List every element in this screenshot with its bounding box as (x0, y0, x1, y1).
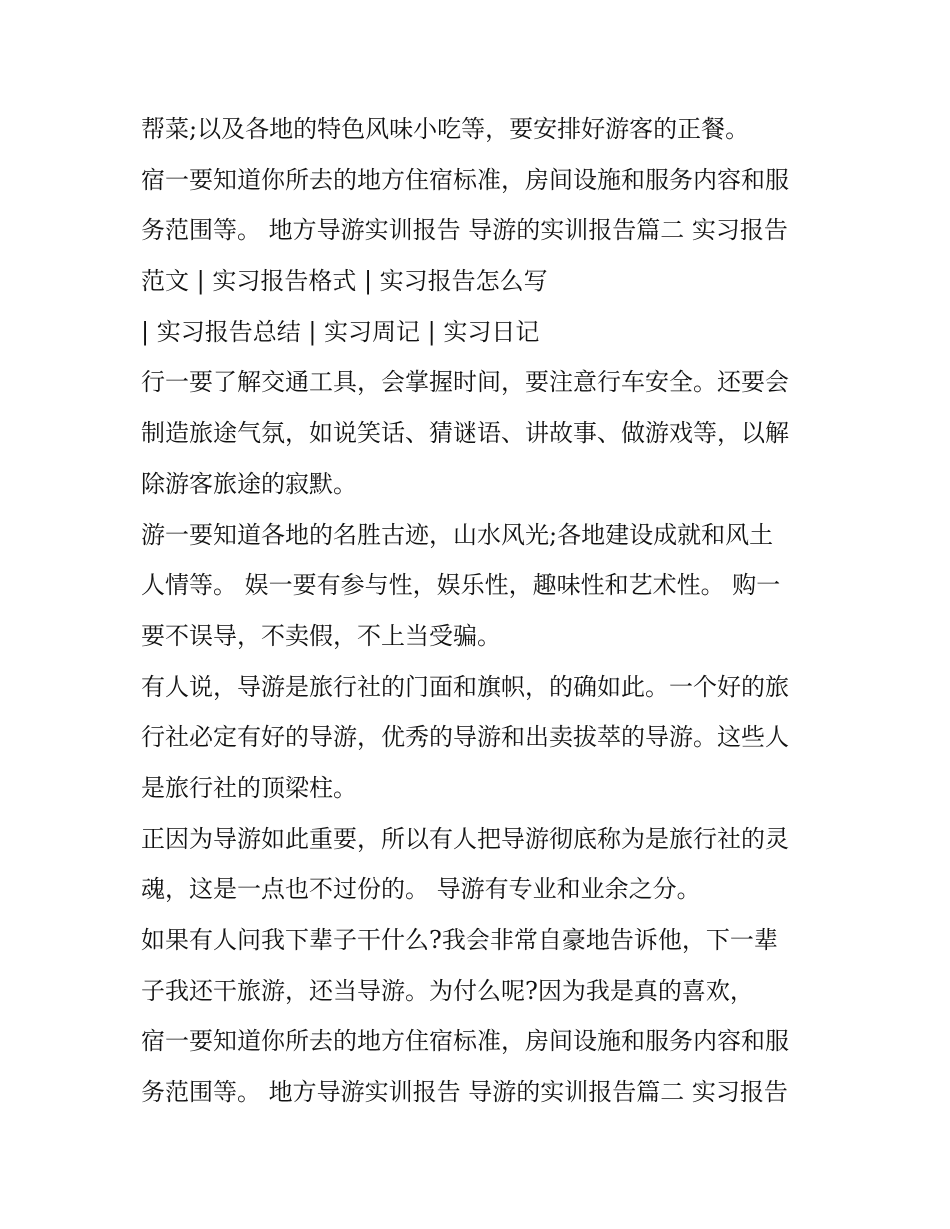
text-line: 正因为导游如此重要，所以有人把导游彻底称为是旅行社的灵 (141, 824, 789, 853)
text-line: 除游客旅途的寂默。 (141, 469, 357, 498)
text-line: 是旅行社的顶梁柱。 (141, 773, 357, 802)
text-line: 人情等。 娱一要有参与性，娱乐性，趣味性和艺术性。 购一 (141, 571, 781, 600)
text-line: 游一要知道各地的名胜古迹，山水风光;各地建设成就和风土 (141, 520, 774, 549)
text-line: 有人说，导游是旅行社的门面和旗帜，的确如此。一个好的旅 (141, 672, 789, 701)
text-line: 行社必定有好的导游，优秀的导游和出卖拔萃的导游。这些人 (141, 723, 789, 752)
text-line: 务范围等。 地方导游实训报告 导游的实训报告篇二 实习报告 (141, 1078, 788, 1107)
text-line: 要不误导，不卖假，不上当受骗。 (141, 621, 501, 650)
text-line: 子我还干旅游，还当导游。为付么呢?因为我是真的喜欢， (141, 976, 754, 1005)
text-line: 宿一要知道你所去的地方住宿标准，房间设施和服务内容和服 (141, 165, 789, 194)
text-line: 制造旅途气氛，如说笑话、猜谜语、讲故事、做游戏等，以解 (141, 419, 789, 448)
text-line: | 实习报告总结 | 实习周记 | 实习日记 (141, 317, 540, 346)
document-body (141, 104, 821, 1118)
text-line: 宿一要知道你所去的地方住宿标准，房间设施和服务内容和服 (141, 1027, 789, 1056)
text-line: 务范围等。 地方导游实训报告 导游的实训报告篇二 实习报告 (141, 216, 788, 245)
text-line: 行一要了解交通工具，会掌握时间，要注意行车安全。还要会 (141, 368, 789, 397)
text-line: 如果有人问我下辈子干什么?我会非常自豪地告诉他，下一辈 (141, 926, 778, 954)
text-line: 帮菜;以及各地的特色风味小吃等，要安排好游客的正餐。 (141, 115, 750, 143)
text-line: 魂，这是一点也不过份的。 导游有专业和业余之分。 (141, 875, 701, 904)
text-line: 范文 | 实习报告格式 | 实习报告怎么写 (141, 267, 548, 296)
